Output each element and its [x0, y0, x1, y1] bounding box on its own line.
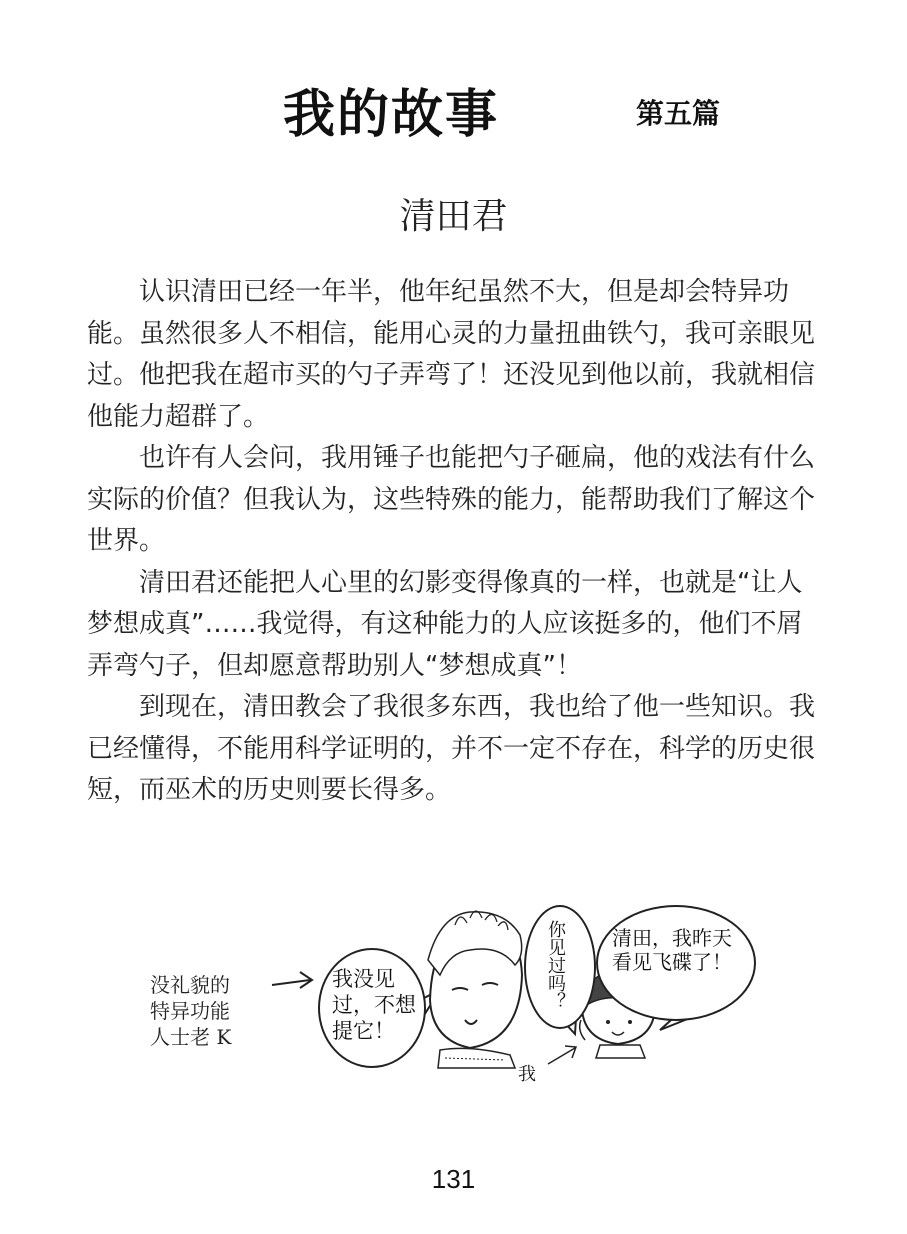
caption-line: 特异功能 — [150, 999, 230, 1023]
caption-arrow — [272, 972, 312, 988]
me-arrow — [548, 1046, 576, 1064]
speech-text-question: 你见过吗？ — [545, 920, 566, 1010]
speech-text-speaker: 清田，我昨天看见飞碟了！ — [612, 926, 732, 974]
me-label: 我 — [518, 1064, 536, 1085]
page-title: 我的故事 — [283, 85, 500, 145]
caption-line: 人士老 K — [150, 1025, 232, 1049]
chapter-title: 清田君 — [399, 196, 508, 237]
page-number: 131 — [431, 1164, 476, 1194]
paragraph-2: 也许有人会问，我用锤子也能把勺子砸扁，他的戏法有什么实际的价值？但我认为，这些特殊的能力，能帮助我们了解这个世界。 — [87, 443, 816, 556]
episode-subtitle: 第五篇 — [636, 97, 721, 130]
speech-text-k: 我没见过，不想提它！ — [332, 967, 416, 1043]
caption-line: 没礼貌的 — [150, 973, 230, 997]
paragraph-4: 到现在，清田教会了我很多东西，我也给了他一些知识。我已经懂得，不能用科学证明的，并不一定不存在，科学的历史很短，而巫术的历史则要长得多。 — [87, 692, 816, 805]
boy-figure — [428, 911, 522, 1068]
paragraph-3: 清田君还能把人心里的幻影变得像真的一样，也就是“让人梦想成真”……我觉得，有这种能力的人应该挺多的，他们不屑弄弯勺子，但却愿意帮助别人“梦想成真”！ — [87, 567, 803, 681]
paragraph-1: 认识清田已经一年半，他年纪虽然不大，但是却会特异功能。虽然很多人不相信，能用心灵的力量扭曲铁勺，我可亲眼见过。他把我在超市买的勺子弄弯了！还没见到他以前，我就相信他能力超群了。 — [87, 277, 816, 432]
